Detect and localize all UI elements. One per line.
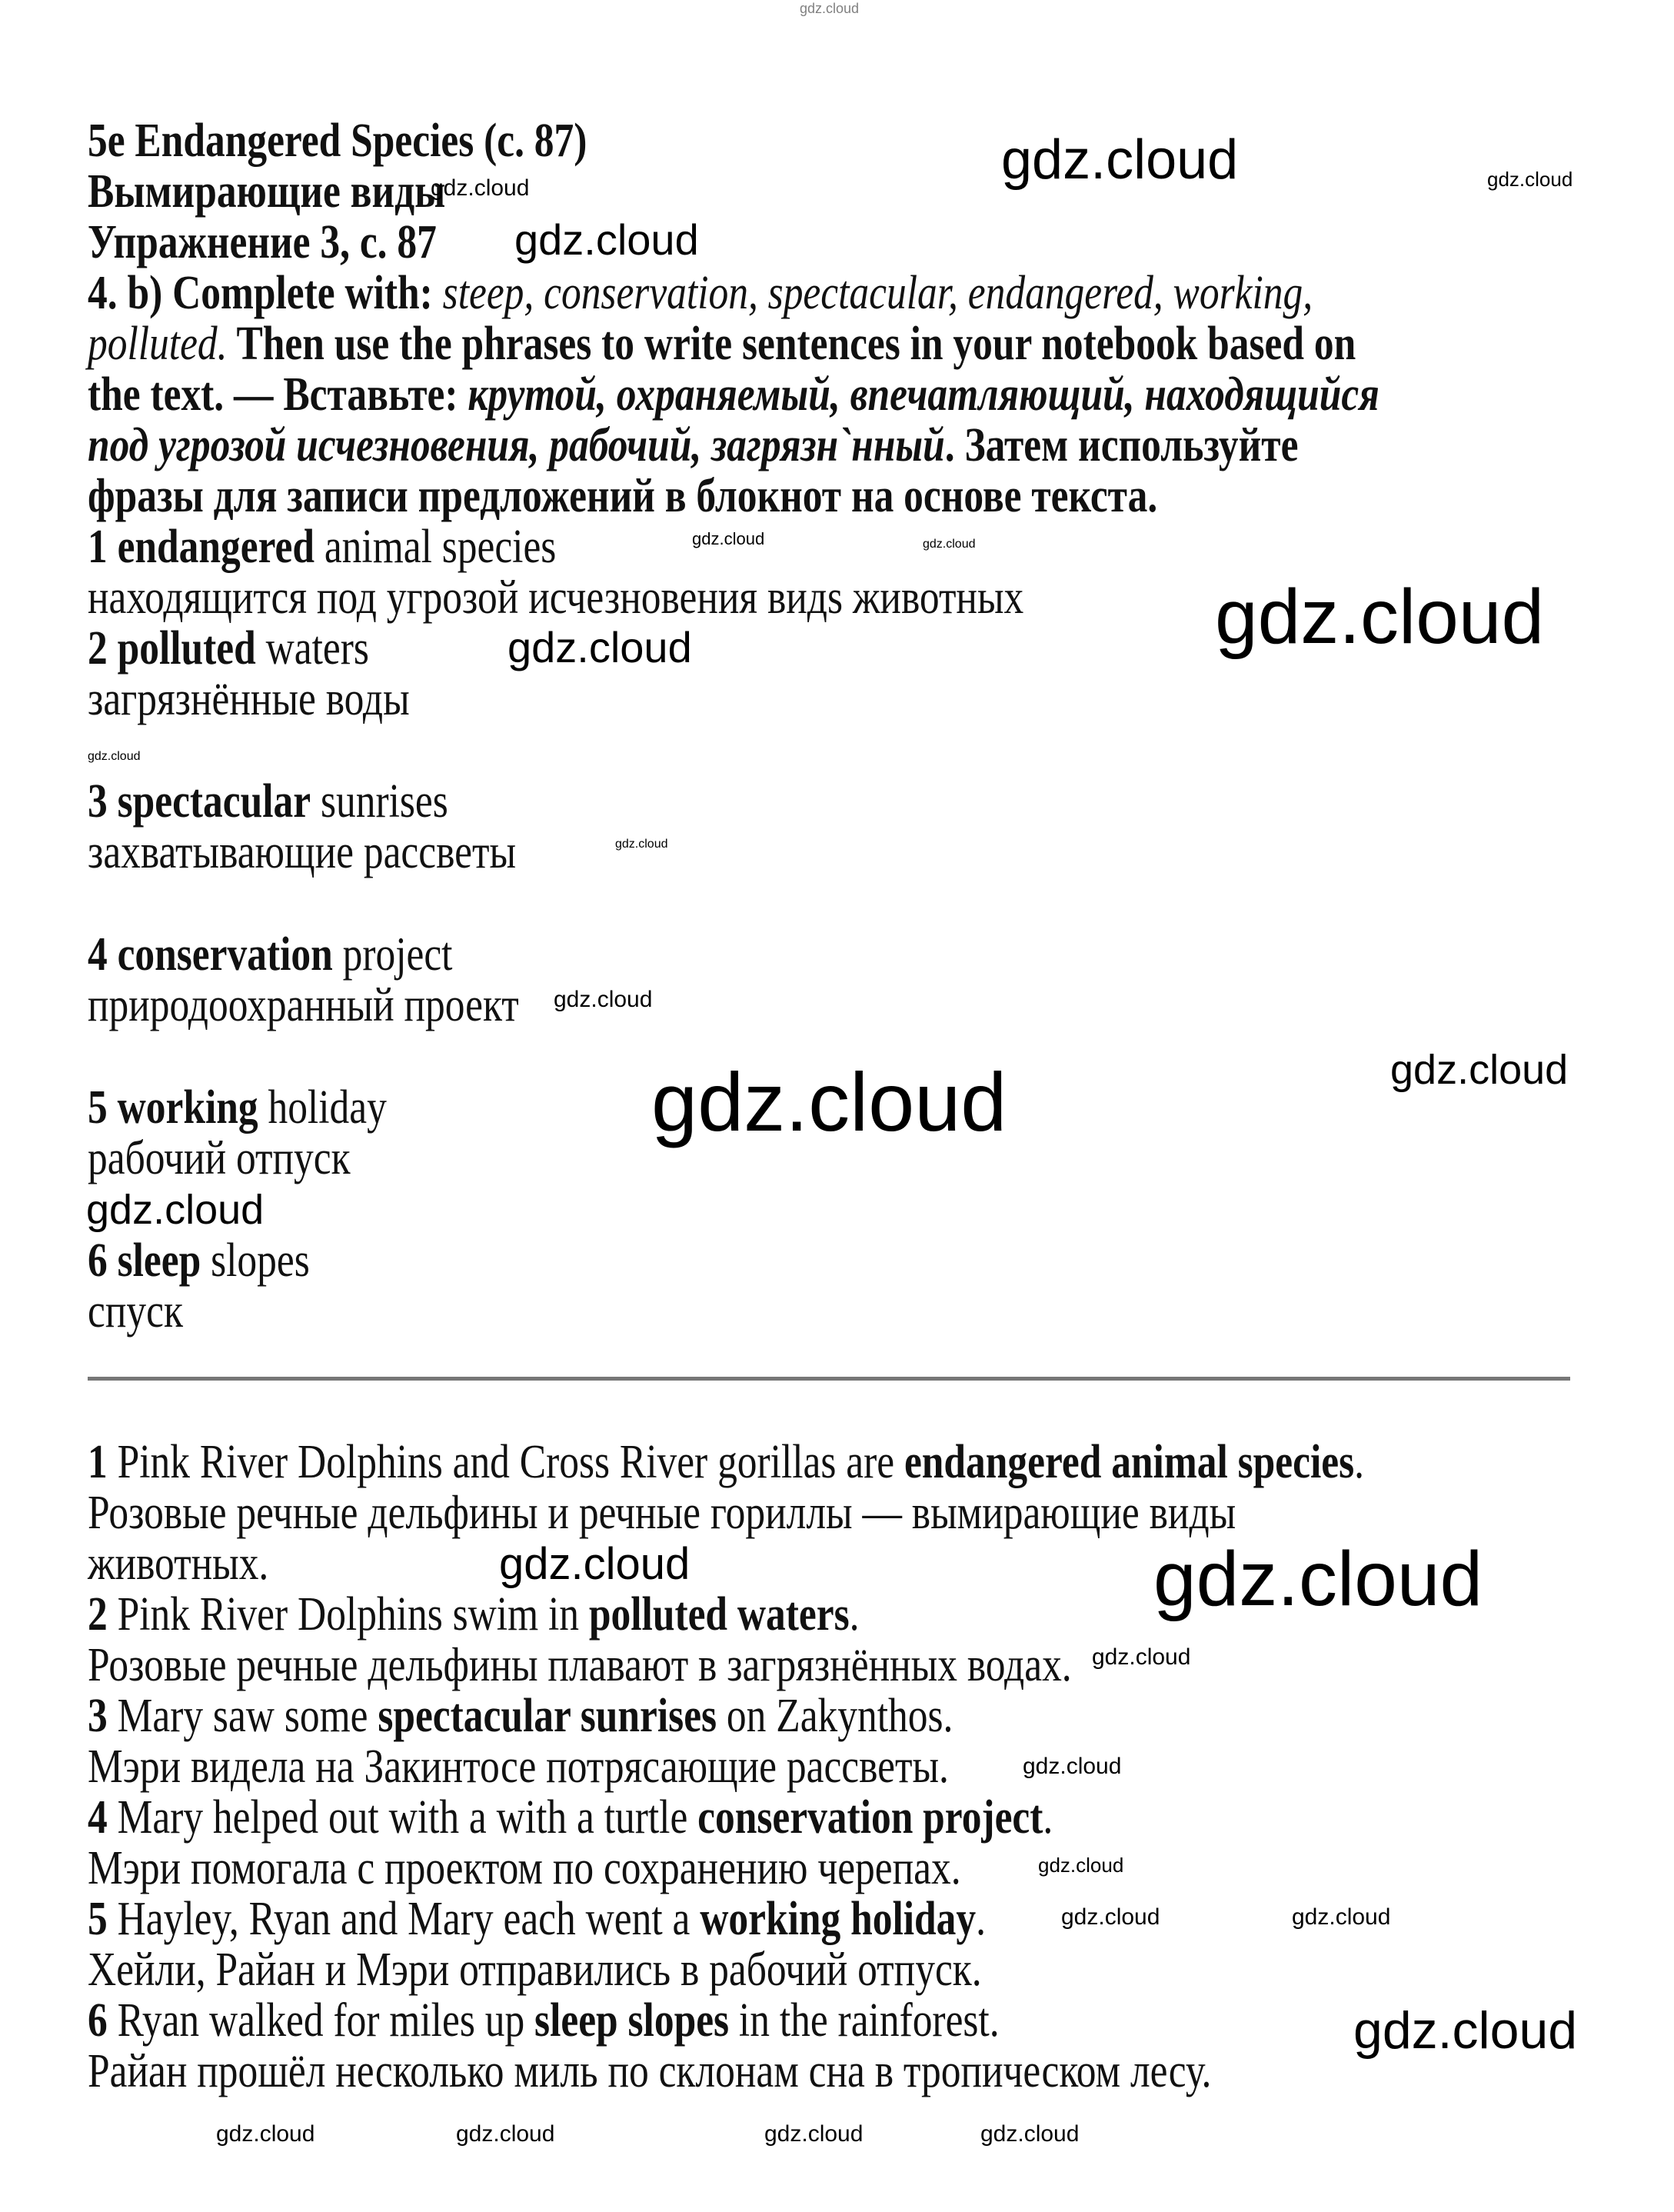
phrase-line — [88, 623, 369, 674]
watermark: gdz.cloud — [1487, 168, 1573, 191]
watermark: gdz.cloud — [980, 2121, 1080, 2147]
text-segment: polluted. — [88, 318, 228, 370]
sentence-line — [88, 1538, 268, 1589]
text-segment: slopes — [201, 1234, 310, 1287]
phrase-line — [88, 827, 516, 878]
text-segment: 4 conservation — [88, 928, 333, 981]
watermark: gdz.cloud — [508, 623, 692, 671]
sentence-line — [88, 1640, 1072, 1691]
text-segment: polluted waters — [588, 1588, 850, 1641]
sentence-line — [88, 1691, 953, 1741]
text-segment: 4. b) Complete with: — [88, 267, 443, 319]
watermark: gdz.cloud — [554, 987, 653, 1012]
instruction-line — [88, 420, 1298, 471]
watermark: gdz.cloud — [431, 175, 530, 201]
heading-line — [88, 115, 587, 166]
watermark: gdz.cloud — [514, 215, 699, 264]
instruction-line — [88, 268, 1313, 318]
text-segment: 5 working — [88, 1081, 258, 1134]
text-segment: Хейли, Райан и Мэри отправились в рабочий отпуск. — [88, 1944, 982, 1996]
text-segment: steep, conservation, spectacular, endangered, working, — [442, 267, 1313, 319]
text-segment: . — [1354, 1436, 1364, 1488]
text-segment: working holiday — [700, 1893, 977, 1945]
phrase-line — [88, 521, 556, 572]
phrase-line — [88, 776, 448, 827]
text-segment: природоохранный проект — [88, 979, 519, 1031]
text-segment: 1 — [88, 1436, 108, 1488]
text-segment: . — [976, 1893, 986, 1945]
text-segment: Then use the phrases to write sentences in your notebook based on — [227, 318, 1356, 370]
text-segment: 3 spectacular — [88, 775, 311, 828]
text-segment: захватывающие рассветы — [88, 826, 517, 878]
text-segment: 6 — [88, 1994, 108, 2047]
text-segment: . — [1043, 1791, 1053, 1844]
text-segment: загрязнённые воды — [88, 673, 410, 725]
instruction-line — [88, 369, 1379, 420]
watermark: gdz.cloud — [615, 838, 668, 851]
watermark: gdz.cloud — [456, 2121, 555, 2147]
sentence-line — [88, 1741, 949, 1792]
text-segment: animal species — [314, 521, 557, 573]
watermark: gdz.cloud — [1038, 1854, 1124, 1877]
text-segment: животных. — [88, 1537, 269, 1590]
text-segment: рабочий отпуск — [88, 1132, 351, 1184]
text-segment: под угрозой исчезновения, рабочий, загрязн`нный — [88, 419, 945, 471]
instruction-line — [88, 471, 1157, 521]
text-segment: endangered animal species — [904, 1436, 1355, 1488]
text-segment: holiday — [258, 1081, 387, 1134]
watermark: gdz.cloud — [1292, 1904, 1391, 1930]
text-segment: фразы для записи предложений в блокнот на основе текста. — [88, 470, 1158, 522]
text-segment: Райан прошёл несколько миль по склонам сна в тропическом лесу. — [88, 2045, 1212, 2097]
sentence-line — [88, 1589, 860, 1640]
text-segment: 4 — [88, 1791, 108, 1844]
watermark: gdz.cloud — [1023, 1754, 1122, 1779]
phrase-line — [88, 1133, 351, 1184]
text-segment: 3 — [88, 1690, 108, 1742]
sentence-line — [88, 1437, 1364, 1487]
text-segment: 5 — [88, 1893, 108, 1945]
text-segment: 6 sleep — [88, 1234, 201, 1287]
text-segment: spectacular sunrises — [378, 1690, 717, 1742]
watermark: gdz.cloud — [216, 2121, 315, 2147]
sentence-line — [88, 2046, 1211, 2097]
watermark: gdz.cloud — [764, 2121, 864, 2147]
watermark: gdz.cloud — [1390, 1047, 1569, 1093]
text-segment: Мэри помогала с проектом по сохранению черепах. — [88, 1842, 961, 1894]
text-segment: Мэри видела на Закинтосе потрясающие рассветы. — [88, 1741, 949, 1793]
text-segment: Упражнение 3, с. 87 — [88, 216, 437, 268]
text-segment: 1 endangered — [88, 521, 314, 573]
text-segment: Pink River Dolphins and Cross River gorillas are — [107, 1436, 904, 1488]
text-segment: sunrises — [311, 775, 448, 828]
text-segment: in the rainforest. — [729, 1994, 1000, 2047]
phrase-line — [88, 572, 1023, 623]
phrase-line — [88, 929, 452, 980]
text-segment: Mary helped out with a with a turtle — [107, 1791, 698, 1844]
text-segment: Ryan walked for miles up — [107, 1994, 535, 2047]
text-segment: Вымирающие виды — [88, 165, 446, 218]
watermark: gdz.cloud — [1153, 1536, 1483, 1622]
text-segment: the text. — Вставьте: — [88, 368, 468, 421]
text-segment: . Затем используйте — [944, 419, 1299, 471]
text-segment: conservation project — [697, 1791, 1043, 1844]
instruction-line — [88, 318, 1356, 369]
text-segment: sleep slopes — [534, 1994, 730, 2047]
sentence-line — [88, 1843, 961, 1894]
sentence-line — [88, 1995, 1000, 2046]
text-segment: Mary saw some — [107, 1690, 378, 1742]
text-segment: находящится под угрозой исчезновения видs животных — [88, 571, 1024, 624]
text-segment: 2 polluted — [88, 622, 256, 675]
watermark: gdz.cloud — [923, 538, 976, 551]
text-segment: waters — [255, 622, 369, 675]
sentence-line — [88, 1792, 1053, 1843]
text-segment: 2 — [88, 1588, 108, 1641]
text-segment: project — [332, 928, 453, 981]
watermark: gdz.cloud — [1092, 1644, 1191, 1670]
watermark: gdz.cloud — [800, 1, 860, 16]
watermark: gdz.cloud — [1001, 129, 1239, 191]
text-segment: Розовые речные дельфины и речные гориллы — вымирающие виды — [88, 1487, 1236, 1539]
text-segment: крутой, охраняемый, впечатляющий, находящийся — [468, 368, 1379, 421]
phrase-line — [88, 674, 410, 725]
heading-line — [88, 217, 437, 268]
phrase-line — [88, 1235, 310, 1286]
watermark: gdz.cloud — [1353, 2001, 1578, 2060]
text-segment: Розовые речные дельфины плавают в загрязнённых водах. — [88, 1639, 1072, 1691]
watermark: gdz.cloud — [1061, 1904, 1160, 1930]
watermark: gdz.cloud — [651, 1055, 1007, 1148]
watermark: gdz.cloud — [692, 529, 765, 548]
phrase-line — [88, 1286, 183, 1337]
text-segment: Hayley, Ryan and Mary each went a — [107, 1893, 701, 1945]
section-divider — [88, 1377, 1570, 1381]
watermark: gdz.cloud — [1215, 574, 1545, 660]
sentence-line — [88, 1944, 982, 1995]
phrase-line — [88, 1082, 387, 1133]
watermark: gdz.cloud — [88, 750, 141, 763]
phrase-line — [88, 980, 519, 1031]
text-segment: спуск — [88, 1285, 183, 1338]
text-segment: on Zakynthos. — [717, 1690, 953, 1742]
watermark: gdz.cloud — [86, 1187, 265, 1233]
text-segment: . — [849, 1588, 860, 1641]
heading-line — [88, 166, 445, 217]
sentence-line — [88, 1487, 1236, 1538]
sentence-line — [88, 1894, 986, 1944]
watermark: gdz.cloud — [499, 1539, 691, 1589]
text-segment: Pink River Dolphins swim in — [107, 1588, 589, 1641]
text-segment: 5e Endangered Species (с. 87) — [88, 115, 587, 167]
